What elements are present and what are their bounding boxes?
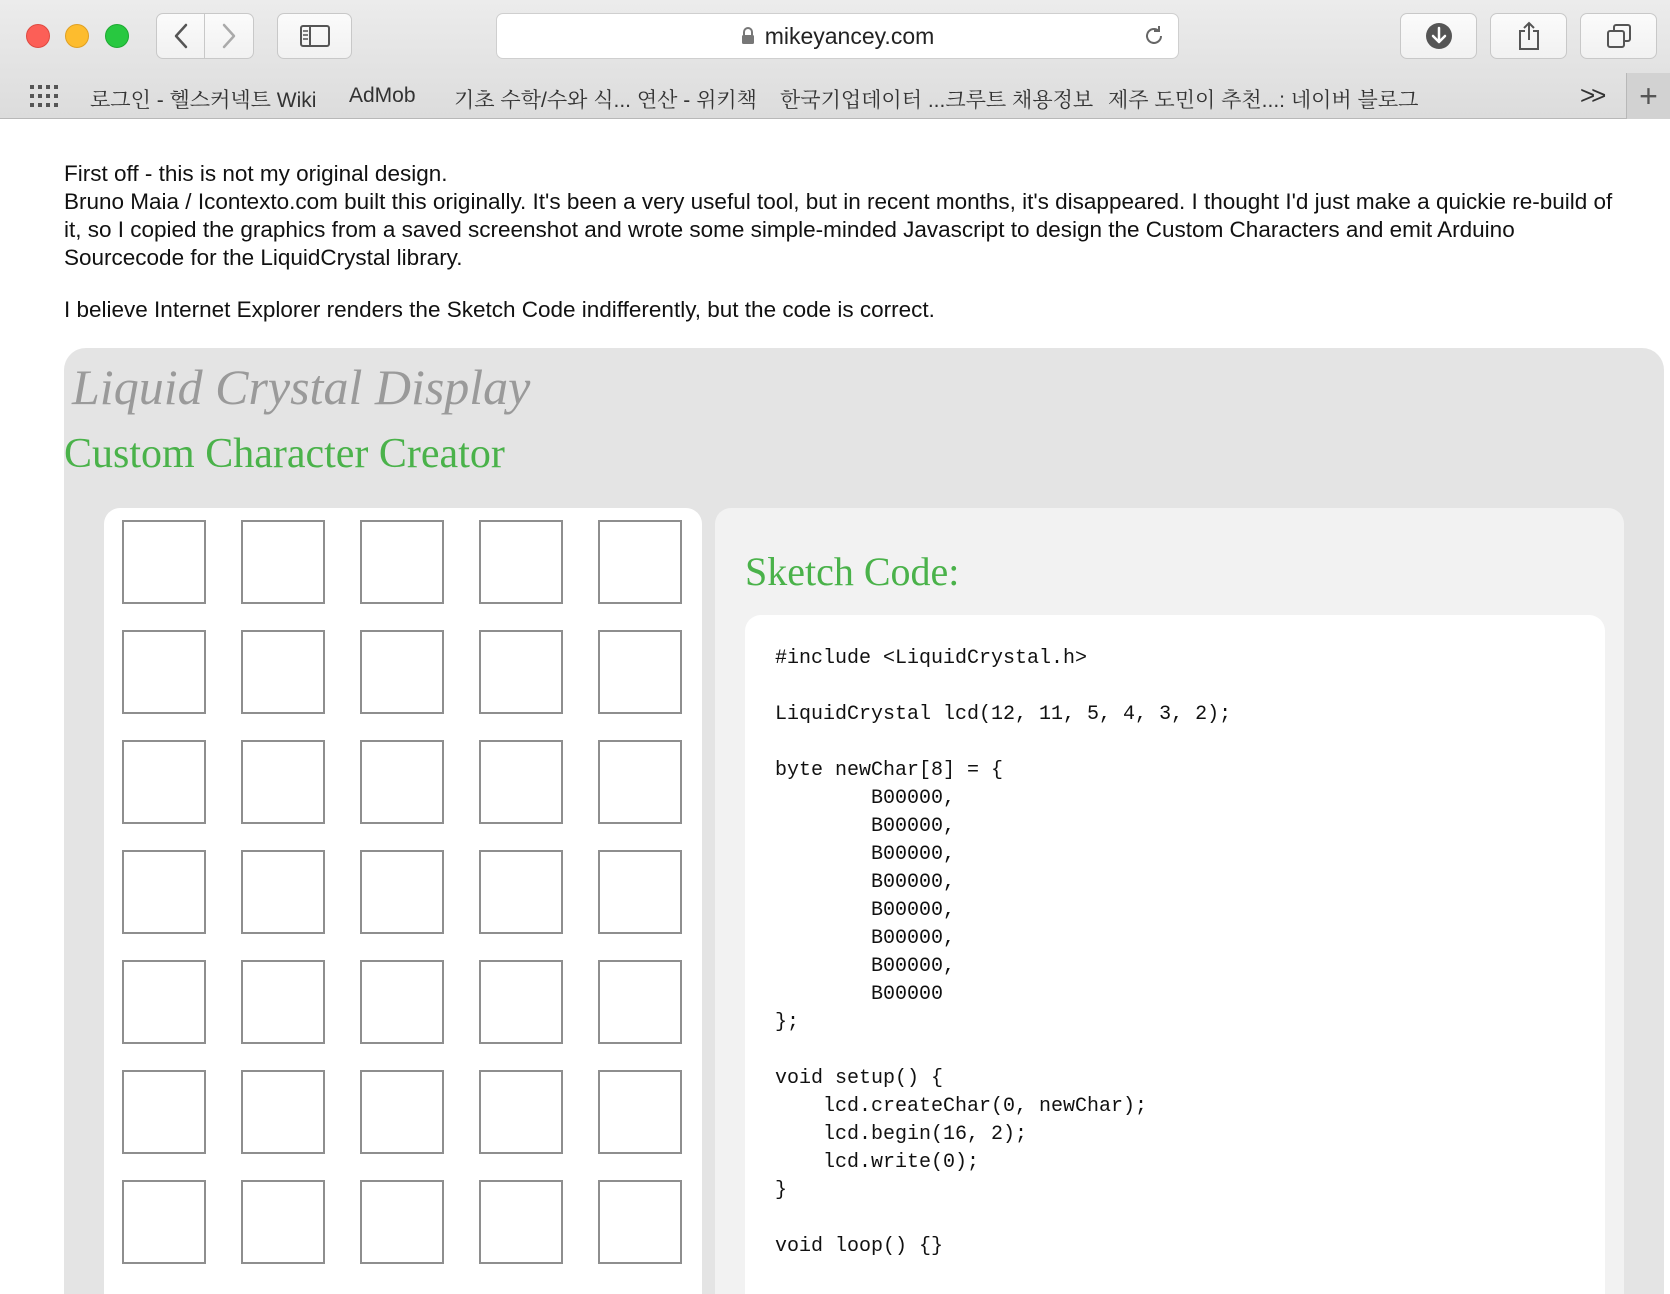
pixel-cell[interactable] <box>122 850 206 934</box>
pixel-cell[interactable] <box>479 1180 563 1264</box>
pixel-cell[interactable] <box>360 520 444 604</box>
pixel-cell[interactable] <box>598 960 682 1044</box>
pixel-cell[interactable] <box>241 740 325 824</box>
bookmarks-bar <box>0 73 1670 119</box>
pixel-cell[interactable] <box>241 1070 325 1154</box>
minimize-window-button[interactable] <box>65 24 89 48</box>
pixel-cell[interactable] <box>360 1070 444 1154</box>
plus-icon: + <box>1639 78 1658 114</box>
chevron-left-icon <box>173 23 189 49</box>
bookmark-item[interactable]: AdMob <box>349 84 416 107</box>
download-icon <box>1425 22 1453 50</box>
pixel-cell[interactable] <box>122 1180 206 1264</box>
panel-title: Liquid Crystal Display <box>72 359 531 415</box>
pixel-grid <box>122 520 682 1264</box>
pixel-cell[interactable] <box>598 630 682 714</box>
intro-text <box>64 160 1624 348</box>
zoom-window-button[interactable] <box>105 24 129 48</box>
pixel-cell[interactable] <box>479 960 563 1044</box>
reload-icon[interactable] <box>1142 24 1166 54</box>
sketch-code-box <box>715 508 1624 1294</box>
back-button[interactable] <box>156 13 205 59</box>
share-icon <box>1517 21 1541 51</box>
show-tabs-button[interactable] <box>1580 13 1657 59</box>
pixel-cell[interactable] <box>241 1180 325 1264</box>
pixel-cell[interactable] <box>598 740 682 824</box>
pixel-cell[interactable] <box>360 630 444 714</box>
tabs-overview-icon <box>1606 23 1632 49</box>
bookmark-item[interactable]: 로그인 - 헬스커넥트 Wiki <box>90 89 317 112</box>
forward-button[interactable] <box>205 13 254 59</box>
pixel-cell[interactable] <box>241 630 325 714</box>
share-button[interactable] <box>1490 13 1567 59</box>
pixel-cell[interactable] <box>241 850 325 934</box>
pixel-cell[interactable] <box>598 1180 682 1264</box>
pixel-cell[interactable] <box>241 520 325 604</box>
pixel-cell[interactable] <box>598 850 682 934</box>
pixel-cell[interactable] <box>479 1070 563 1154</box>
pixel-editor <box>104 508 702 1294</box>
pixel-cell[interactable] <box>122 1070 206 1154</box>
sketch-code-title: Sketch Code: <box>745 549 960 594</box>
bookmark-item[interactable]: 제주 도민이 추천...: 네이버 블로그 <box>1108 89 1419 112</box>
bookmark-item[interactable]: 기초 수학/수와 식... 연산 - 위키책 <box>454 89 757 112</box>
downloads-button[interactable] <box>1400 13 1477 59</box>
pixel-cell[interactable] <box>479 630 563 714</box>
apps-grid-icon[interactable] <box>30 85 58 113</box>
sketch-code-container <box>745 615 1605 1294</box>
browser-toolbar <box>0 0 1670 70</box>
pixel-cell[interactable] <box>360 850 444 934</box>
sketch-code: #include <LiquidCrystal.h> LiquidCrystal lcd(12, 11, 5, 4, 3, 2); byte newChar[8] = { B00000, B00000, B00000, B00000, B00000, B00000, B00000, B00000 }; void setup() { lcd.createChar(0, newChar); lcd.begin(16, 2); lcd.write(0); } void loop() {} <box>775 647 1232 1258</box>
pixel-cell[interactable] <box>479 850 563 934</box>
pixel-cell[interactable] <box>360 960 444 1044</box>
intro-line-1: First off - this is not my original design. <box>64 161 448 186</box>
browser-chrome <box>0 0 1670 119</box>
pixel-cell[interactable] <box>360 1180 444 1264</box>
pixel-cell[interactable] <box>598 520 682 604</box>
bookmark-item[interactable]: 한국기업데이터 ...크루트 채용정보 <box>780 89 1094 112</box>
intro-line-2: Bruno Maia / Icontexto.com built this originally. It's been a very useful tool, but in recent months, it's disappeared. I thought I'd just make a quickie re-build of it, so I copied the graphics from a saved screenshot and wrote some simple-minded Javascript to design the Custom Characters and emit Arduino Sourcecode for the LiquidCrystal library. <box>64 189 1613 270</box>
panel-subtitle: Custom Character Creator <box>64 431 505 477</box>
address-url: mikeyancey.com <box>764 22 935 49</box>
sidebar-toggle-button[interactable] <box>277 13 352 59</box>
chevron-right-icon <box>221 23 237 49</box>
sidebar-icon <box>300 25 330 47</box>
close-window-button[interactable] <box>26 24 50 48</box>
address-bar[interactable] <box>496 13 1179 59</box>
pixel-cell[interactable] <box>122 960 206 1044</box>
more-bookmarks-button[interactable]: >> <box>1580 80 1603 110</box>
pixel-cell[interactable] <box>598 1070 682 1154</box>
pixel-cell[interactable] <box>241 960 325 1044</box>
pixel-cell[interactable] <box>479 520 563 604</box>
navigation-buttons <box>156 13 254 59</box>
pixel-cell[interactable] <box>360 740 444 824</box>
intro-line-3: I believe Internet Explorer renders the Sketch Code indifferently, but the code is correct. <box>64 297 935 322</box>
pixel-cell[interactable] <box>122 630 206 714</box>
pixel-cell[interactable] <box>479 740 563 824</box>
pixel-cell[interactable] <box>122 740 206 824</box>
lock-icon <box>741 27 755 45</box>
lcd-creator-panel <box>64 348 1664 1294</box>
new-tab-button[interactable] <box>1626 73 1670 119</box>
pixel-cell[interactable] <box>122 520 206 604</box>
